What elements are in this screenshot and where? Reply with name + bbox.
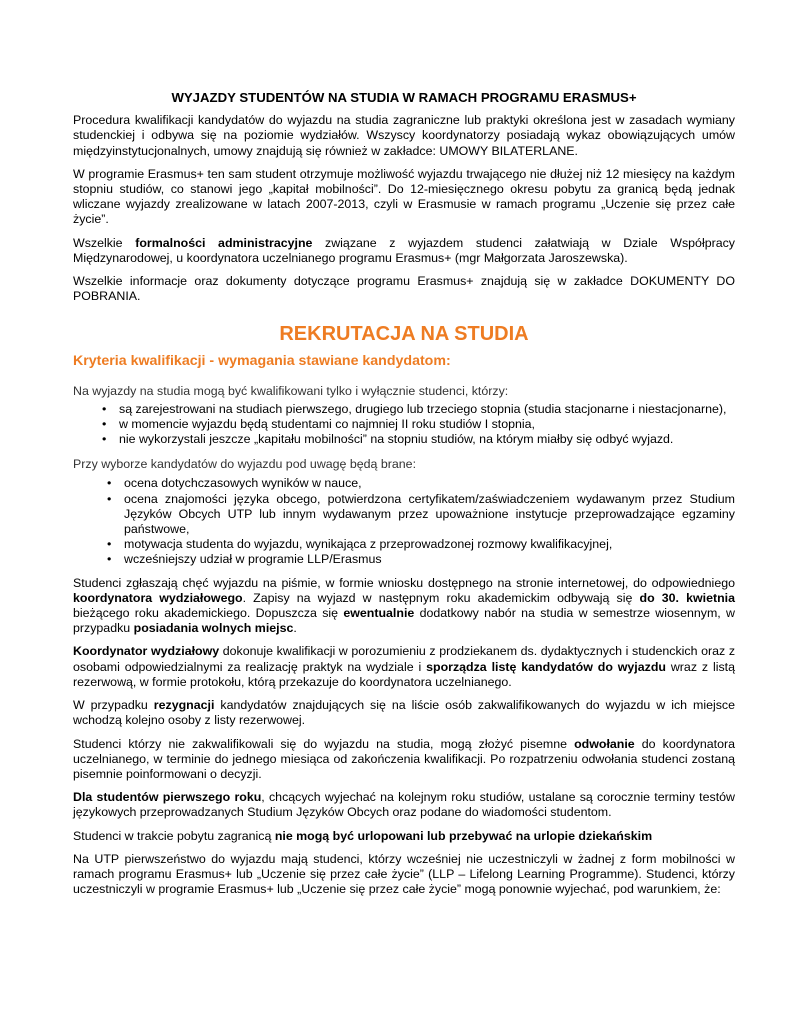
list-item: • w momencie wyjazdu będą studentami co najmniej II roku studiów I stopnia, [119,417,735,432]
document-title: WYJAZDY STUDENTÓW NA STUDIA W RAMACH PROGRAMU ERASMUS+ [171,90,637,105]
list-item: • nie wykorzystali jeszcze „kapitału mobilności” na stopniu studiów, na którym miałby się odbyć wyjazd. [119,432,735,447]
paragraph-appeal: Studenci którzy nie zakwalifikowali się do wyjazdu na studia, mogą złożyć pisemne odwołanie do koordynatora uczelnianego, w terminie do jednego miesiąca od zakończenia kwalifikacji. Po rozpatrzeniu odwołania studenci zostaną pisemnie poinformowani o decyzji. [73,736,735,781]
list-item: • ocena znajomości języka obcego, potwierdzona certyfikatem/zaświadczeniem wydawanym przez Studium Języków Obcych UTP lub innym wydawanym przez upoważnione instytucje przeprowadzające egzaminy państwowe, [124,492,735,538]
list-item: • motywacja studenta do wyjazdu, wynikająca z przeprowadzonej rozmowy kwalifikacyjnej, [124,537,735,552]
list-item: • ocena dotychczasowych wyników w nauce, [124,476,735,491]
list-intro-eligibility: Na wyjazdy na studia mogą być kwalifikowani tylko i wyłącznie studenci, którzy: [73,384,509,399]
section-heading: REKRUTACJA NA STUDIA [279,323,529,346]
paragraph-application: Studenci zgłaszają chęć wyjazdu na piśmie, w formie wniosku dostępnego na stronie internetowej, do odpowiedniego koordynatora wydziałowego. Zapisy na wyjazd w następnym roku akademickim odbywają się do 30. kwietnia bieżącego roku akademickiego. Dopuszcza się ewentualnie dodatkowy nabór na studia w semestrze wiosennym, w przypadku posiadania wolnych miejsc. [73,575,736,636]
paragraph-coordinator: Koordynator wydziałowy dokonuje kwalifikacji w porozumieniu z prodziekanem ds. dydaktycznych i studenckich oraz z osobami odpowiedzialnymi za realizację praktyk na wydziale i sporządza listę kandydatów do wyjazdu wraz z listą rezerwową, w formie protokołu, którą przekazuje do koordynatora uczelnianego. [73,644,736,689]
paragraph-procedure: Procedura kwalifikacji kandydatów do wyjazdu na studia zagraniczne lub praktyki określona jest w zasadach wymiany studenckiej i odbywa się na poziomie wydziałów. Wszyscy koordynatorzy posiadają wykaz obowiązujących umów międzyinstytucjonalnych, umowy znajdują się również w zakładce: UMOWY BILATERLANE. [73,113,735,158]
paragraph-priority: Na UTP pierwszeństwo do wyjazdu mają studenci, którzy wcześniej nie uczestniczyli w żadnej z form mobilności w ramach programu Erasmus+ lub „Uczenie się przez całe życie” (LLP – Lifelong Learning Programme). Studenci, którzy uczestniczyli w programie Erasmus+ lub „Uczenie się przez całe życie” mogą ponownie wyjechać, pod warunkiem, że: [73,851,735,897]
list-intro-criteria: Przy wyborze kandydatów do wyjazdu pod uwagę będą brane: [73,457,417,472]
paragraph-documents: Wszelkie informacje oraz dokumenty dotyczące programu Erasmus+ znajdują się w zakładce DOKUMENTY DO POBRANIA. [73,274,735,304]
eligibility-list [73,402,735,448]
paragraph-leave: Studenci w trakcie pobytu zagranicą nie mogą być urlopowani lub przebywać na urlopie dziekańskim [73,828,653,843]
paragraph-resignation: W przypadku rezygnacji kandydatów znajdujących się na liście osób zakwalifikowanych do wyjazdu w ich miejsce wchodzą kolejno osoby z listy rezerwowej. [73,698,736,728]
document-page [73,90,735,905]
list-item: • wcześniejszy udział w programie LLP/Erasmus [124,552,735,567]
section-subheading: Kryteria kwalifikacji - wymagania stawiane kandydatom: [73,353,451,370]
criteria-list [73,476,735,567]
paragraph-first-year: Dla studentów pierwszego roku, chcących wyjechać na kolejnym roku studiów, ustalane są corocznie terminy testów językowych przeprowadzanych Studium Języków Obcych oraz podane do wiadomości studentom. [73,790,735,820]
list-item: • są zarejestrowani na studiach pierwszego, drugiego lub trzeciego stopnia (studia stacjonarne i niestacjonarne), [119,402,735,417]
paragraph-mobility-capital: W programie Erasmus+ ten sam student otrzymuje możliwość wyjazdu trwającego nie dłużej niż 12 miesięcy na każdym stopniu studiów, co stanowi jego „kapitał mobilności”. Do 12-miesięcznego okresu pobytu za granicą będą jednak wliczane wyjazdy zrealizowane w latach 2007-2013, czyli w Erasmusie w ramach programu „Uczenie się przez całe życie”. [73,166,735,227]
paragraph-formalities: Wszelkie formalności administracyjne związane z wyjazdem studenci załatwiają w Dziale Współpracy Międzynarodowej, u koordynatora uczelnianego programu Erasmus+ (mgr Małgorzata Jaroszewska). [73,235,735,265]
